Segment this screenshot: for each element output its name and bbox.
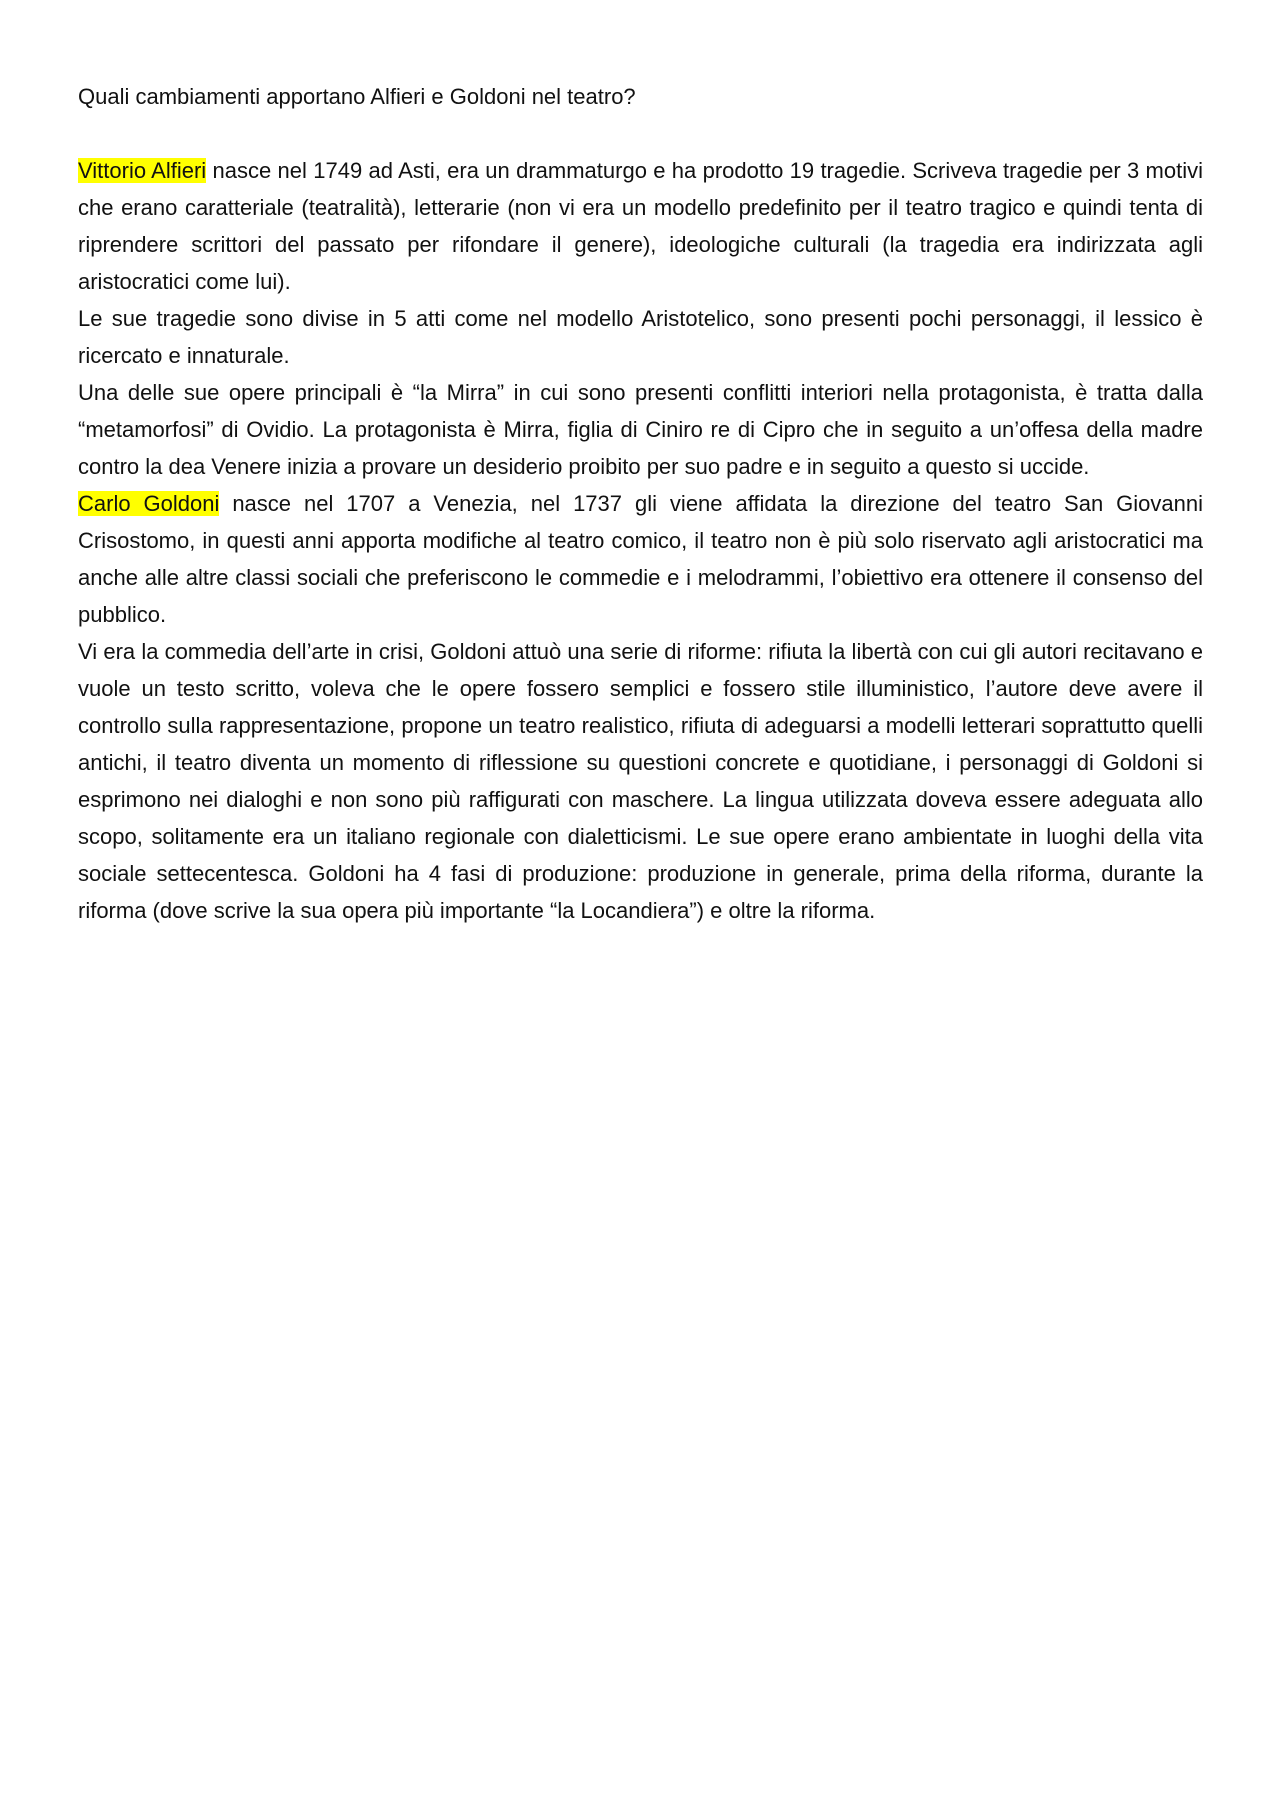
document-question-title: Quali cambiamenti apportano Alfieri e Goldoni nel teatro? (78, 84, 636, 109)
alfieri-intro-text: nasce nel 1749 ad Asti, era un drammaturgo e ha prodotto 19 tragedie. Scriveva tragedie per 3 motivi che erano caratteriale (teatralità), letterarie (non vi era un modello predefinito per il teatro tragico e quindi tenta di riprendere scrittori del passato per rifondare il genere), ideologiche culturali (la tragedia era indirizzata agli aristocratici come lui). (78, 158, 1204, 294)
goldoni-intro-paragraph (78, 485, 1203, 633)
goldoni-reform-paragraph: Vi era la commedia dell’arte in crisi, Goldoni attuò una serie di riforme: rifiuta la libertà con cui gli autori recitavano e vuole un testo scritto, voleva che le opere fossero semplici e fossero stile illuministico, l’autore deve avere il controllo sulla rappresentazione, propone un teatro realistico, rifiuta di adeguarsi a modelli letterari soprattutto quelli antichi, il teatro diventa un momento di riflessione su questioni concrete e quotidiane, i personaggi di Goldoni si esprimono nei dialoghi e non sono più raffigurati con maschere. La lingua utilizzata doveva essere adeguata allo scopo, solitamente era un italiano regionale con dialetticismi. Le sue opere erano ambientate in luoghi della vita sociale settecentesca. Goldoni ha 4 fasi di produzione: produzione in generale, prima della riforma, durante la riforma (dove scrive la sua opera più importante “la Locandiera”) e oltre la riforma. (78, 639, 1203, 923)
goldoni-name-highlight: Carlo Goldoni (78, 491, 220, 516)
alfieri-name-highlight: Vittorio Alfieri (78, 158, 207, 183)
goldoni-intro-text: nasce nel 1707 a Venezia, nel 1737 gli viene affidata la direzione del teatro San Giovanni Crisostomo, in questi anni apporta modifiche al teatro comico, il teatro non è più solo riservato agli aristocratici ma anche alle altre classi sociali che preferiscono le commedie e i melodrammi, l’obiettivo era ottenere il consenso del pubblico. (78, 491, 1203, 627)
alfieri-intro-paragraph (78, 152, 1203, 300)
alfieri-structure-paragraph: Le sue tragedie sono divise in 5 atti come nel modello Aristotelico, sono presenti pochi personaggi, il lessico è ricercato e innaturale. (78, 306, 1203, 368)
alfieri-mirra-paragraph: Una delle sue opere principali è “la Mirra” in cui sono presenti conflitti interiori nella protagonista, è tratta dalla “metamorfosi” di Ovidio. La protagonista è Mirra, figlia di Ciniro re di Cipro che in seguito a un’offesa della madre contro la dea Venere inizia a provare un desiderio proibito per suo padre e in seguito a questo si uccide. (78, 380, 1203, 479)
document-page (78, 78, 1203, 929)
